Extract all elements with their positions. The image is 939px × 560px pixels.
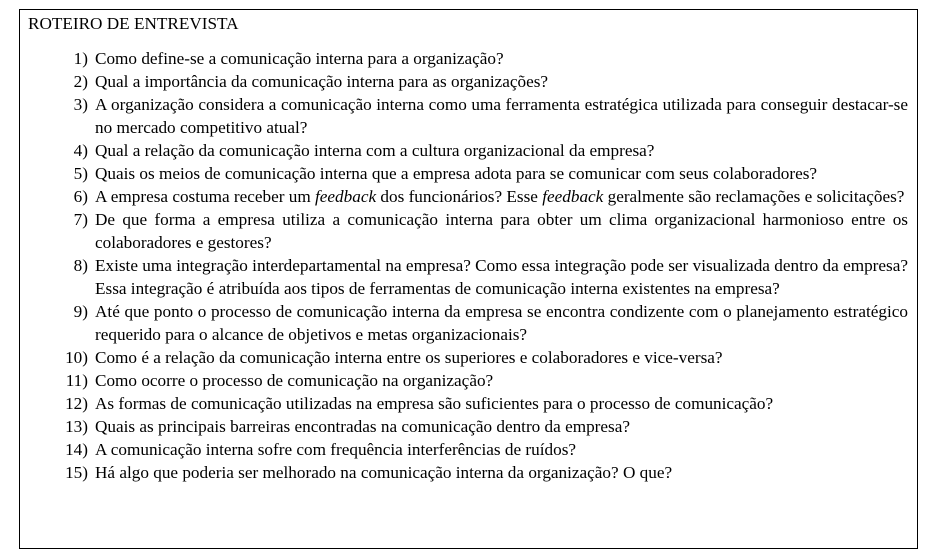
document-title: ROTEIRO DE ENTREVISTA [28, 14, 239, 33]
question-item-4 [58, 139, 908, 162]
question-text-part: A empresa costuma receber um [95, 186, 316, 206]
question-text: Como ocorre o processo de comunicação na organização? [95, 370, 494, 390]
question-item-15 [58, 461, 908, 484]
question-text: Quais as principais barreiras encontradas na comunicação dentro da empresa? [95, 416, 630, 436]
question-text: Existe uma integração interdepartamental na empresa? Como essa integração pode ser visualizada dentro da empresa? Essa integração é atribuída aos tipos de ferramentas de comunicação interna existentes na empresa? [95, 255, 908, 298]
question-list [58, 47, 908, 484]
question-number: 7) [73, 209, 88, 229]
question-text [95, 187, 904, 206]
question-item-8 [58, 254, 908, 300]
question-number: 1) [73, 48, 88, 68]
question-item-10 [58, 346, 908, 369]
question-item-7 [58, 208, 908, 254]
question-text: Como é a relação da comunicação interna entre os superiores e colaboradores e vice-versa? [95, 347, 723, 367]
question-text: As formas de comunicação utilizadas na empresa são suficientes para o processo de comunicação? [95, 393, 774, 413]
question-item-1 [58, 47, 908, 70]
question-number: 15) [65, 462, 88, 482]
question-item-11 [58, 369, 908, 392]
question-text: Qual a importância da comunicação interna para as organizações? [95, 71, 549, 91]
question-number: 6) [73, 186, 88, 206]
question-number: 5) [73, 163, 88, 183]
emphasis-feedback: feedback [542, 186, 604, 206]
question-item-5 [58, 162, 908, 185]
interview-guide-box [19, 9, 918, 549]
question-number: 2) [73, 71, 88, 91]
question-text: Até que ponto o processo de comunicação interna da empresa se encontra condizente com o planejamento estratégico requerido para o alcance de objetivos e metas organizacionais? [95, 301, 908, 344]
question-item-9 [58, 300, 908, 346]
question-text: A organização considera a comunicação interna como uma ferramenta estratégica utilizada para conseguir destacar-se no mercado competitivo atual? [95, 94, 908, 137]
emphasis-feedback: feedback [315, 186, 377, 206]
question-item-6 [58, 185, 908, 208]
question-text: Quais os meios de comunicação interna que a empresa adota para se comunicar com seus colaboradores? [95, 163, 818, 183]
question-number: 9) [73, 301, 88, 321]
question-item-12 [58, 392, 908, 415]
question-number: 3) [73, 94, 88, 114]
question-number: 13) [65, 416, 88, 436]
question-text: De que forma a empresa utiliza a comunicação interna para obter um clima organizacional harmonioso entre os colaboradores e gestores? [95, 209, 908, 252]
question-item-14 [58, 438, 908, 461]
question-item-2 [58, 70, 908, 93]
question-text: Há algo que poderia ser melhorado na comunicação interna da organização? O que? [95, 462, 673, 482]
question-number: 11) [65, 370, 88, 390]
question-item-13 [58, 415, 908, 438]
question-text-part: dos funcionários? Esse [376, 186, 543, 206]
question-number: 8) [73, 255, 88, 275]
question-text-part: geralmente são reclamações e solicitações? [603, 186, 905, 206]
question-number: 14) [65, 439, 88, 459]
question-number: 12) [65, 393, 88, 413]
question-number: 10) [65, 347, 88, 367]
question-text: Como define-se a comunicação interna para a organização? [95, 48, 504, 68]
question-number: 4) [73, 140, 88, 160]
question-item-3 [58, 93, 908, 139]
question-text: Qual a relação da comunicação interna com a cultura organizacional da empresa? [95, 140, 655, 160]
question-text: A comunicação interna sofre com frequência interferências de ruídos? [95, 439, 577, 459]
